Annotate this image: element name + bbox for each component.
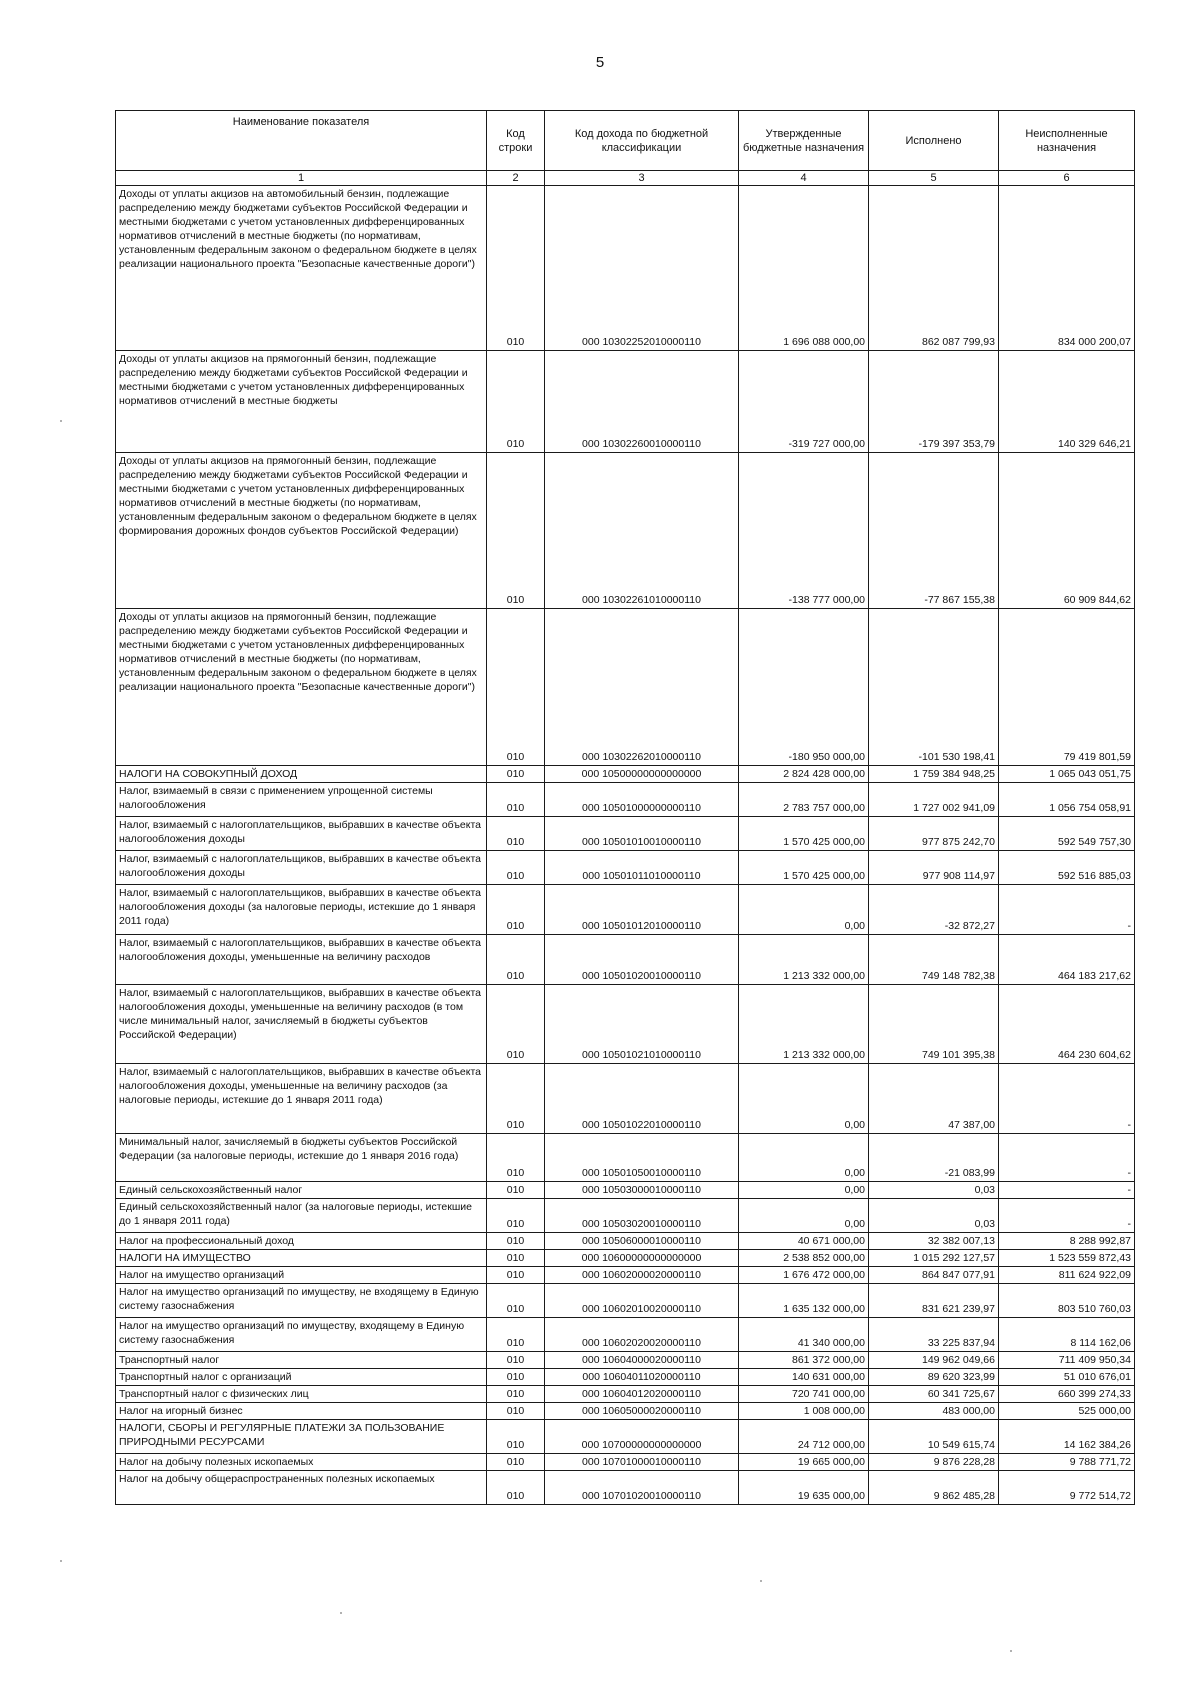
budget-classification-code-cell: 000 10700000000000000 bbox=[545, 1420, 739, 1454]
approved-budget-cell: 1 676 472 000,00 bbox=[739, 1267, 869, 1284]
line-code-cell: 010 bbox=[487, 1064, 545, 1134]
unexecuted-amount-cell: 464 183 217,62 bbox=[999, 935, 1135, 985]
budget-classification-code-cell: 000 10701020010000110 bbox=[545, 1471, 739, 1505]
approved-budget-cell: -138 777 000,00 bbox=[739, 453, 869, 609]
executed-amount-cell: 0,03 bbox=[869, 1199, 999, 1233]
indicator-name-cell: Налог, взимаемый в связи с применением упрощенной системы налогообложения bbox=[116, 783, 487, 817]
budget-execution-table bbox=[115, 110, 1135, 1505]
executed-amount-cell: 483 000,00 bbox=[869, 1403, 999, 1420]
unexecuted-amount-cell: 660 399 274,33 bbox=[999, 1386, 1135, 1403]
unexecuted-amount-cell: 9 788 771,72 bbox=[999, 1454, 1135, 1471]
line-code-cell: 010 bbox=[487, 1403, 545, 1420]
approved-budget-cell: -319 727 000,00 bbox=[739, 351, 869, 453]
line-code-cell: 010 bbox=[487, 1284, 545, 1318]
table-row bbox=[116, 885, 1135, 935]
indicator-name-cell: Единый сельскохозяйственный налог bbox=[116, 1182, 487, 1199]
unexecuted-amount-cell: 464 230 604,62 bbox=[999, 985, 1135, 1064]
executed-amount-cell: 89 620 323,99 bbox=[869, 1369, 999, 1386]
executed-amount-cell: -32 872,27 bbox=[869, 885, 999, 935]
executed-amount-cell: 1 759 384 948,25 bbox=[869, 766, 999, 783]
indicator-name-cell: НАЛОГИ НА ИМУЩЕСТВО bbox=[116, 1250, 487, 1267]
indicator-name-cell: Транспортный налог с организаций bbox=[116, 1369, 487, 1386]
approved-budget-cell: 1 213 332 000,00 bbox=[739, 985, 869, 1064]
unexecuted-amount-cell: 51 010 676,01 bbox=[999, 1369, 1135, 1386]
budget-classification-code-cell: 000 10500000000000000 bbox=[545, 766, 739, 783]
line-code-cell: 010 bbox=[487, 1352, 545, 1369]
table-row bbox=[116, 1403, 1135, 1420]
column-number: 5 bbox=[869, 171, 999, 186]
unexecuted-amount-cell: 525 000,00 bbox=[999, 1403, 1135, 1420]
header-approved-budget: Утвержденные бюджетные назначения bbox=[739, 111, 869, 171]
unexecuted-amount-cell: - bbox=[999, 1182, 1135, 1199]
unexecuted-amount-cell: 592 516 885,03 bbox=[999, 851, 1135, 885]
line-code-cell: 010 bbox=[487, 1267, 545, 1284]
executed-amount-cell: 32 382 007,13 bbox=[869, 1233, 999, 1250]
column-number: 3 bbox=[545, 171, 739, 186]
table-row bbox=[116, 1420, 1135, 1454]
column-number: 2 bbox=[487, 171, 545, 186]
table-row bbox=[116, 1199, 1135, 1233]
unexecuted-amount-cell: - bbox=[999, 885, 1135, 935]
executed-amount-cell: -77 867 155,38 bbox=[869, 453, 999, 609]
executed-amount-cell: 60 341 725,67 bbox=[869, 1386, 999, 1403]
budget-classification-code-cell: 000 10302261010000110 bbox=[545, 453, 739, 609]
executed-amount-cell: 862 087 799,93 bbox=[869, 186, 999, 351]
approved-budget-cell: 0,00 bbox=[739, 885, 869, 935]
indicator-name-cell: Доходы от уплаты акцизов на прямогонный бензин, подлежащие распределению между бюджетами субъектов Российской Федерации и местными бюджетами с учетом установленных дифференцированных нормативов отчислений в местные бюджеты bbox=[116, 351, 487, 453]
indicator-name-cell: Налог на имущество организаций по имуществу, не входящему в Единую систему газоснабжения bbox=[116, 1284, 487, 1318]
line-code-cell: 010 bbox=[487, 851, 545, 885]
unexecuted-amount-cell: 811 624 922,09 bbox=[999, 1267, 1135, 1284]
approved-budget-cell: 41 340 000,00 bbox=[739, 1318, 869, 1352]
table-row bbox=[116, 1064, 1135, 1134]
table-row bbox=[116, 817, 1135, 851]
line-code-cell: 010 bbox=[487, 1199, 545, 1233]
executed-amount-cell: 10 549 615,74 bbox=[869, 1420, 999, 1454]
approved-budget-cell: 40 671 000,00 bbox=[739, 1233, 869, 1250]
unexecuted-amount-cell: 1 056 754 058,91 bbox=[999, 783, 1135, 817]
executed-amount-cell: 977 908 114,97 bbox=[869, 851, 999, 885]
unexecuted-amount-cell: 1 523 559 872,43 bbox=[999, 1250, 1135, 1267]
executed-amount-cell: 9 862 485,28 bbox=[869, 1471, 999, 1505]
approved-budget-cell: 0,00 bbox=[739, 1134, 869, 1182]
table-row bbox=[116, 985, 1135, 1064]
unexecuted-amount-cell: 79 419 801,59 bbox=[999, 609, 1135, 766]
scan-speck bbox=[60, 420, 62, 422]
approved-budget-cell: 861 372 000,00 bbox=[739, 1352, 869, 1369]
executed-amount-cell: 9 876 228,28 bbox=[869, 1454, 999, 1471]
header-budget-classification-code: Код дохода по бюджетной классификации bbox=[545, 111, 739, 171]
table-row bbox=[116, 1369, 1135, 1386]
column-number: 6 bbox=[999, 171, 1135, 186]
executed-amount-cell: 1 727 002 941,09 bbox=[869, 783, 999, 817]
unexecuted-amount-cell: 140 329 646,21 bbox=[999, 351, 1135, 453]
budget-classification-code-cell: 000 10501021010000110 bbox=[545, 985, 739, 1064]
indicator-name-cell: Доходы от уплаты акцизов на автомобильный бензин, подлежащие распределению между бюджетами субъектов Российской Федерации и местными бюджетами с учетом установленных дифференцированных нормативов отчислений в местные бюджеты (по нормативам, установленным федеральным законом о федеральном бюджете в целях реализации национального проекта "Безопасные качественные дороги") bbox=[116, 186, 487, 351]
line-code-cell: 010 bbox=[487, 1471, 545, 1505]
budget-classification-code-cell: 000 10501010010000110 bbox=[545, 817, 739, 851]
table-row bbox=[116, 1182, 1135, 1199]
scan-speck bbox=[1010, 1650, 1012, 1652]
header-indicator-name: Наименование показателя bbox=[116, 111, 487, 171]
approved-budget-cell: 19 635 000,00 bbox=[739, 1471, 869, 1505]
unexecuted-amount-cell: - bbox=[999, 1199, 1135, 1233]
unexecuted-amount-cell: 14 162 384,26 bbox=[999, 1420, 1135, 1454]
indicator-name-cell: Доходы от уплаты акцизов на прямогонный бензин, подлежащие распределению между бюджетами субъектов Российской Федерации и местными бюджетами с учетом установленных дифференцированных нормативов отчислений в местные бюджеты (по нормативам, установленным федеральным законом о федеральном бюджете в целях формирования дорожных фондов субъектов Российской Федерации) bbox=[116, 453, 487, 609]
line-code-cell: 010 bbox=[487, 1233, 545, 1250]
indicator-name-cell: Транспортный налог bbox=[116, 1352, 487, 1369]
line-code-cell: 010 bbox=[487, 453, 545, 609]
budget-classification-code-cell: 000 10302252010000110 bbox=[545, 186, 739, 351]
line-code-cell: 010 bbox=[487, 1318, 545, 1352]
unexecuted-amount-cell: - bbox=[999, 1064, 1135, 1134]
indicator-name-cell: НАЛОГИ НА СОВОКУПНЫЙ ДОХОД bbox=[116, 766, 487, 783]
approved-budget-cell: 140 631 000,00 bbox=[739, 1369, 869, 1386]
table-row bbox=[116, 1454, 1135, 1471]
executed-amount-cell: 33 225 837,94 bbox=[869, 1318, 999, 1352]
line-code-cell: 010 bbox=[487, 1454, 545, 1471]
indicator-name-cell: Налог на имущество организаций по имуществу, входящему в Единую систему газоснабжения bbox=[116, 1318, 487, 1352]
column-number: 1 bbox=[116, 171, 487, 186]
budget-classification-code-cell: 000 10501020010000110 bbox=[545, 935, 739, 985]
indicator-name-cell: Налог на добычу общераспространенных полезных ископаемых bbox=[116, 1471, 487, 1505]
unexecuted-amount-cell: 8 288 992,87 bbox=[999, 1233, 1135, 1250]
unexecuted-amount-cell: - bbox=[999, 1134, 1135, 1182]
executed-amount-cell: 831 621 239,97 bbox=[869, 1284, 999, 1318]
budget-classification-code-cell: 000 10701000010000110 bbox=[545, 1454, 739, 1471]
indicator-name-cell: Налог на профессиональный доход bbox=[116, 1233, 487, 1250]
approved-budget-cell: 1 635 132 000,00 bbox=[739, 1284, 869, 1318]
line-code-cell: 010 bbox=[487, 817, 545, 851]
unexecuted-amount-cell: 1 065 043 051,75 bbox=[999, 766, 1135, 783]
budget-classification-code-cell: 000 10600000000000000 bbox=[545, 1250, 739, 1267]
approved-budget-cell: 720 741 000,00 bbox=[739, 1386, 869, 1403]
executed-amount-cell: -179 397 353,79 bbox=[869, 351, 999, 453]
budget-classification-code-cell: 000 10602020020000110 bbox=[545, 1318, 739, 1352]
line-code-cell: 010 bbox=[487, 1420, 545, 1454]
executed-amount-cell: -21 083,99 bbox=[869, 1134, 999, 1182]
table-row bbox=[116, 783, 1135, 817]
indicator-name-cell: НАЛОГИ, СБОРЫ И РЕГУЛЯРНЫЕ ПЛАТЕЖИ ЗА ПОЛЬЗОВАНИЕ ПРИРОДНЫМИ РЕСУРСАМИ bbox=[116, 1420, 487, 1454]
line-code-cell: 010 bbox=[487, 609, 545, 766]
budget-classification-code-cell: 000 10604011020000110 bbox=[545, 1369, 739, 1386]
line-code-cell: 010 bbox=[487, 935, 545, 985]
unexecuted-amount-cell: 60 909 844,62 bbox=[999, 453, 1135, 609]
approved-budget-cell: 2 824 428 000,00 bbox=[739, 766, 869, 783]
indicator-name-cell: Налог, взимаемый с налогоплательщиков, выбравших в качестве объекта налогообложения доходы (за налоговые периоды, истекшие до 1 января 2011 года) bbox=[116, 885, 487, 935]
indicator-name-cell: Доходы от уплаты акцизов на прямогонный бензин, подлежащие распределению между бюджетами субъектов Российской Федерации и местными бюджетами с учетом установленных дифференцированных нормативов отчислений в местные бюджеты (по нормативам, установленным федеральным законом о федеральном бюджете в целях реализации национального проекта "Безопасные качественные дороги") bbox=[116, 609, 487, 766]
indicator-name-cell: Налог, взимаемый с налогоплательщиков, выбравших в качестве объекта налогообложения доходы, уменьшенные на величину расходов bbox=[116, 935, 487, 985]
table-row bbox=[116, 1250, 1135, 1267]
indicator-name-cell: Налог на добычу полезных ископаемых bbox=[116, 1454, 487, 1471]
indicator-name-cell: Налог, взимаемый с налогоплательщиков, выбравших в качестве объекта налогообложения доходы bbox=[116, 817, 487, 851]
executed-amount-cell: 0,03 bbox=[869, 1182, 999, 1199]
scan-speck bbox=[60, 1560, 62, 1562]
executed-amount-cell: 749 101 395,38 bbox=[869, 985, 999, 1064]
approved-budget-cell: 1 570 425 000,00 bbox=[739, 851, 869, 885]
line-code-cell: 010 bbox=[487, 186, 545, 351]
approved-budget-cell: 1 008 000,00 bbox=[739, 1403, 869, 1420]
table-row bbox=[116, 1352, 1135, 1369]
table-row bbox=[116, 1471, 1135, 1505]
scan-speck bbox=[760, 1580, 762, 1582]
line-code-cell: 010 bbox=[487, 885, 545, 935]
indicator-name-cell: Налог на игорный бизнес bbox=[116, 1403, 487, 1420]
indicator-name-cell: Налог, взимаемый с налогоплательщиков, выбравших в качестве объекта налогообложения доходы, уменьшенные на величину расходов (за налоговые периоды, истекшие до 1 января 2011 года) bbox=[116, 1064, 487, 1134]
unexecuted-amount-cell: 711 409 950,34 bbox=[999, 1352, 1135, 1369]
approved-budget-cell: 19 665 000,00 bbox=[739, 1454, 869, 1471]
header-executed: Исполнено bbox=[869, 111, 999, 171]
budget-classification-code-cell: 000 10501012010000110 bbox=[545, 885, 739, 935]
header-line-code: Код строки bbox=[487, 111, 545, 171]
table-row bbox=[116, 1267, 1135, 1284]
table-row bbox=[116, 351, 1135, 453]
budget-classification-code-cell: 000 10503000010000110 bbox=[545, 1182, 739, 1199]
scan-speck bbox=[340, 1612, 342, 1614]
line-code-cell: 010 bbox=[487, 783, 545, 817]
table-row bbox=[116, 935, 1135, 985]
approved-budget-cell: 1 213 332 000,00 bbox=[739, 935, 869, 985]
table-row bbox=[116, 851, 1135, 885]
line-code-cell: 010 bbox=[487, 1369, 545, 1386]
unexecuted-amount-cell: 8 114 162,06 bbox=[999, 1318, 1135, 1352]
indicator-name-cell: Минимальный налог, зачисляемый в бюджеты субъектов Российской Федерации (за налоговые периоды, истекшие до 1 января 2016 года) bbox=[116, 1134, 487, 1182]
unexecuted-amount-cell: 803 510 760,03 bbox=[999, 1284, 1135, 1318]
approved-budget-cell: 2 783 757 000,00 bbox=[739, 783, 869, 817]
table-row bbox=[116, 1318, 1135, 1352]
executed-amount-cell: 1 015 292 127,57 bbox=[869, 1250, 999, 1267]
approved-budget-cell: 2 538 852 000,00 bbox=[739, 1250, 869, 1267]
line-code-cell: 010 bbox=[487, 1134, 545, 1182]
approved-budget-cell: 24 712 000,00 bbox=[739, 1420, 869, 1454]
table-row bbox=[116, 609, 1135, 766]
line-code-cell: 010 bbox=[487, 1182, 545, 1199]
budget-classification-code-cell: 000 10501000000000110 bbox=[545, 783, 739, 817]
budget-classification-code-cell: 000 10602000020000110 bbox=[545, 1267, 739, 1284]
approved-budget-cell: 1 696 088 000,00 bbox=[739, 186, 869, 351]
budget-classification-code-cell: 000 10501022010000110 bbox=[545, 1064, 739, 1134]
column-number: 4 bbox=[739, 171, 869, 186]
budget-classification-code-cell: 000 10302262010000110 bbox=[545, 609, 739, 766]
budget-classification-code-cell: 000 10501011010000110 bbox=[545, 851, 739, 885]
budget-classification-code-cell: 000 10503020010000110 bbox=[545, 1199, 739, 1233]
table-row bbox=[116, 1233, 1135, 1250]
table-row bbox=[116, 1284, 1135, 1318]
line-code-cell: 010 bbox=[487, 1250, 545, 1267]
indicator-name-cell: Транспортный налог с физических лиц bbox=[116, 1386, 487, 1403]
line-code-cell: 010 bbox=[487, 766, 545, 783]
approved-budget-cell: -180 950 000,00 bbox=[739, 609, 869, 766]
header-unexecuted: Неисполненные назначения bbox=[999, 111, 1135, 171]
budget-classification-code-cell: 000 10602010020000110 bbox=[545, 1284, 739, 1318]
table-row bbox=[116, 186, 1135, 351]
executed-amount-cell: 977 875 242,70 bbox=[869, 817, 999, 851]
executed-amount-cell: -101 530 198,41 bbox=[869, 609, 999, 766]
budget-classification-code-cell: 000 10604000020000110 bbox=[545, 1352, 739, 1369]
budget-classification-code-cell: 000 10506000010000110 bbox=[545, 1233, 739, 1250]
executed-amount-cell: 864 847 077,91 bbox=[869, 1267, 999, 1284]
budget-classification-code-cell: 000 10605000020000110 bbox=[545, 1403, 739, 1420]
page-number: 5 bbox=[595, 54, 605, 71]
budget-classification-code-cell: 000 10302260010000110 bbox=[545, 351, 739, 453]
line-code-cell: 010 bbox=[487, 985, 545, 1064]
unexecuted-amount-cell: 834 000 200,07 bbox=[999, 186, 1135, 351]
indicator-name-cell: Единый сельскохозяйственный налог (за налоговые периоды, истекшие до 1 января 2011 года) bbox=[116, 1199, 487, 1233]
table-body bbox=[116, 186, 1135, 1505]
budget-classification-code-cell: 000 10604012020000110 bbox=[545, 1386, 739, 1403]
indicator-name-cell: Налог на имущество организаций bbox=[116, 1267, 487, 1284]
approved-budget-cell: 0,00 bbox=[739, 1182, 869, 1199]
table-row bbox=[116, 1134, 1135, 1182]
line-code-cell: 010 bbox=[487, 1386, 545, 1403]
executed-amount-cell: 47 387,00 bbox=[869, 1064, 999, 1134]
budget-classification-code-cell: 000 10501050010000110 bbox=[545, 1134, 739, 1182]
executed-amount-cell: 149 962 049,66 bbox=[869, 1352, 999, 1369]
indicator-name-cell: Налог, взимаемый с налогоплательщиков, выбравших в качестве объекта налогообложения доходы bbox=[116, 851, 487, 885]
approved-budget-cell: 0,00 bbox=[739, 1064, 869, 1134]
unexecuted-amount-cell: 9 772 514,72 bbox=[999, 1471, 1135, 1505]
executed-amount-cell: 749 148 782,38 bbox=[869, 935, 999, 985]
table-row bbox=[116, 453, 1135, 609]
line-code-cell: 010 bbox=[487, 351, 545, 453]
approved-budget-cell: 0,00 bbox=[739, 1199, 869, 1233]
indicator-name-cell: Налог, взимаемый с налогоплательщиков, выбравших в качестве объекта налогообложения доходы, уменьшенные на величину расходов (в том числе минимальный налог, зачисляемый в бюджеты субъектов Российской Федерации) bbox=[116, 985, 487, 1064]
approved-budget-cell: 1 570 425 000,00 bbox=[739, 817, 869, 851]
table-row bbox=[116, 1386, 1135, 1403]
unexecuted-amount-cell: 592 549 757,30 bbox=[999, 817, 1135, 851]
table-row bbox=[116, 766, 1135, 783]
